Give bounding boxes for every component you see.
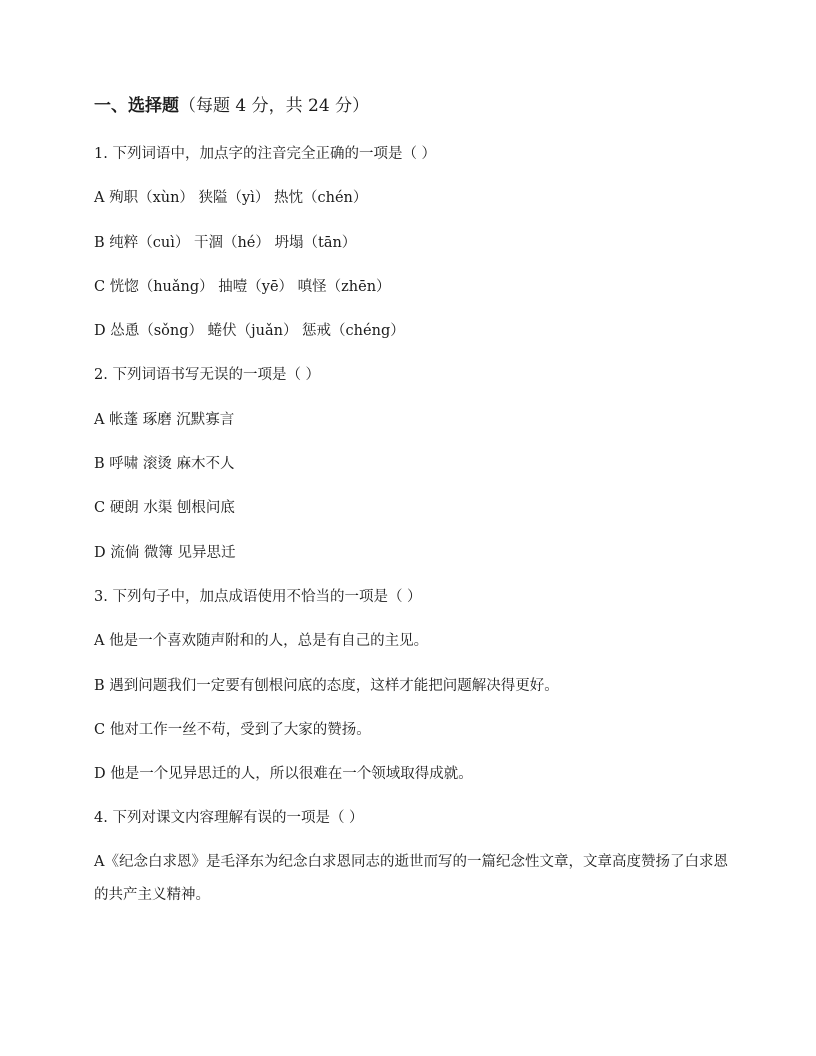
question-2-option-a: A 帐蓬 琢磨 沉默寡言 [94,411,235,428]
section-heading [94,93,734,119]
question-1-option-d: D 怂恿（sǒng） 蜷伏（juǎn） 惩戒（chéng） [94,323,405,340]
question-2-option-d: D 流倘 微簿 见异思迁 [94,544,236,561]
question-3-option-a: A 他是一个喜欢随声附和的人，总是有自己的主见。 [94,633,429,650]
question-3-stem: 3. 下列句子中，加点成语使用不恰当的一项是（ ） [94,588,422,605]
question-2-stem: 2. 下列词语书写无误的一项是（ ） [94,367,321,384]
question-4-option-a: A《纪念白求恩》是毛泽东为纪念白求恩同志的逝世而写的一篇纪念性文章，文章高度赞扬了白求恩的共产主义精神。 [94,853,728,903]
question-3-option-d: D 他是一个见异思迁的人，所以很难在一个领域取得成就。 [94,766,473,783]
question-4-stem: 4. 下列对课文内容理解有误的一项是（ ） [94,810,364,827]
question-3-option-b: B 遇到问题我们一定要有刨根问底的态度，这样才能把问题解决得更好。 [94,677,559,694]
section-score-note: （每题 4 分，共 24 分） [179,96,370,116]
question-1-option-a: A 殉职（xùn） 狭隘（yì） 热忱（chén） [94,190,368,207]
exam-content [94,93,734,930]
question-1-stem: 1. 下列词语中，加点字的注音完全正确的一项是（ ） [94,146,437,162]
question-1-option-b: B 纯粹（cuì） 干涸（hé） 坍塌（tān） [94,234,357,251]
question-1-option-c: C 恍惚（huǎng） 抽噎（yē） 嗔怪（zhēn） [94,278,391,295]
question-2-option-c: C 硬朗 水渠 刨根问底 [94,500,235,517]
section-title: 一、选择题 [94,96,179,116]
question-2-option-b: B 呼啸 滚烫 麻木不人 [94,456,235,473]
question-3-option-c: C 他对工作一丝不苟，受到了大家的赞扬。 [94,721,371,738]
